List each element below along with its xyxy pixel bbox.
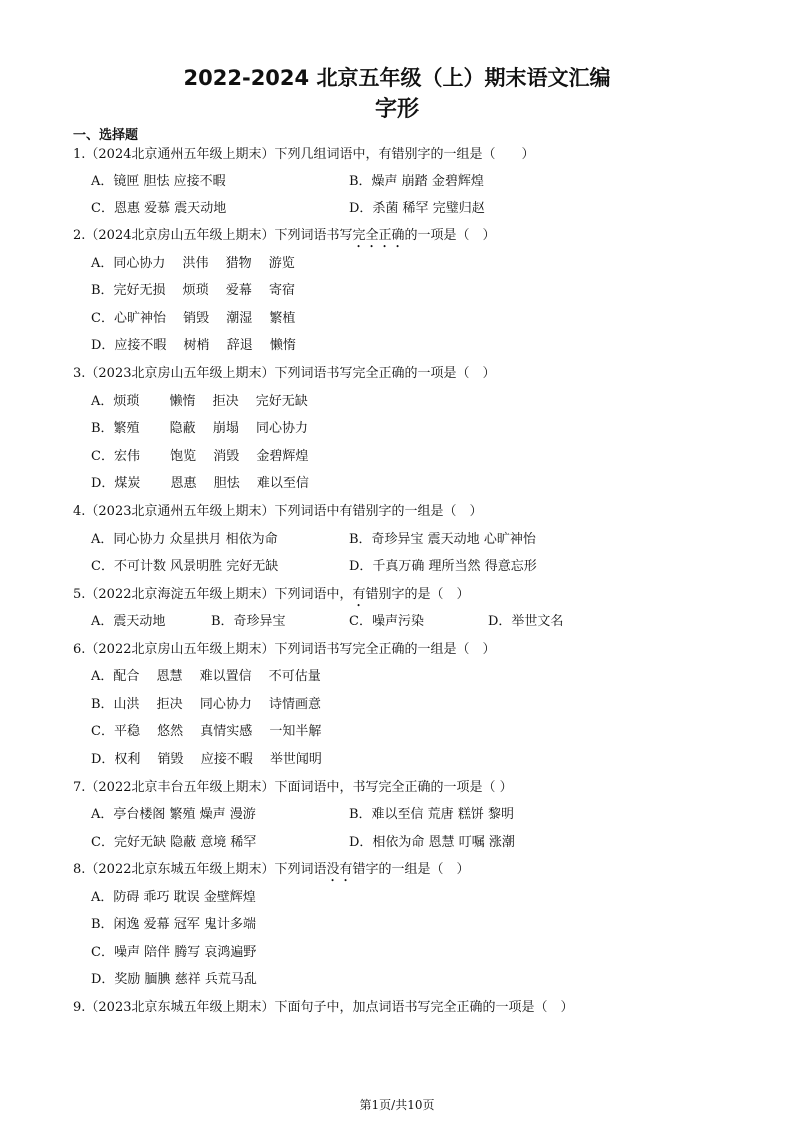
question-6-stem: 6.（2022北京房山五年级上期末）下列词语书写完全正确的一组是（ ） [73,642,496,657]
question-2-option-d: D．应接不暇 树梢 辞退 懒惰 [91,338,296,353]
question-8-stem-pre: 8.（2022北京东城五年级上期末）下列词语 [73,862,327,877]
page-footer: 第1页/共10页 [359,1098,435,1112]
question-2-option-a: A．同心协力 洪伟 猎物 游览 [91,256,295,271]
question-2-option-b: B．完好无损 烦琐 爱幕 寄宿 [91,283,295,298]
question-5-option-b: B．奇珍异宝 [211,614,286,629]
document-title: 2022-2024 北京五年级（上）期末语文汇编 [183,66,611,90]
question-5-stem-pre: 5.（2022北京海淀五年级上期末）下列词语中， [73,587,353,602]
question-3-option-d: D．煤炭 恩惠 胆怯 难以至信 [91,476,309,491]
question-2-stem [73,224,496,251]
question-7-stem: 7.（2022北京丰台五年级上期末）下面词语中，书写完全正确的一项是（ ） [73,780,513,795]
question-2-option-c: C．心旷神怡 销毁 潮湿 繁植 [91,311,296,326]
question-8-option-b: B．闲逸 爱幕 冠军 鬼计多端 [91,917,256,932]
question-6-option-a: A．配合 恩慧 难以置信 不可估量 [91,669,321,684]
question-1-stem: 1.（2024北京通州五年级上期末）下列几组词语中，有错别字的一组是（ ） [73,147,535,162]
question-4-option-b: B．奇珍异宝 震天动地 心旷神怡 [349,532,536,547]
question-3-stem: 3.（2023北京房山五年级上期末）下列词语书写完全正确的一项是（ ） [73,366,496,381]
question-6-option-c: C．平稳 悠然 真情实感 一知半解 [91,724,322,739]
question-1-option-a: A．镜匣 胆怯 应接不暇 [91,174,226,189]
question-3-option-a: A．烦琐 懒惰 拒决 完好无缺 [91,394,308,409]
question-3-option-b: B．繁殖 隐蔽 崩塌 同心协力 [91,421,308,436]
question-5-option-d: D．举世文名 [488,614,564,629]
question-2-emphasis: 完全正确 [352,228,405,243]
question-8-stem [73,858,470,885]
question-2-stem-post: 的一项是（ ） [404,228,496,243]
question-7-option-d: D．相依为命 恩慧 叮嘱 涨潮 [349,835,515,850]
question-4-option-d: D．千真万确 理所当然 得意忘形 [349,559,537,574]
question-9-stem: 9.（2023北京东城五年级上期末）下面句子中，加点词语书写完全正确的一项是（ ） [73,1000,574,1015]
question-6-option-b: B．山洪 拒决 同心协力 诗情画意 [91,697,321,712]
question-5-stem [73,583,470,610]
question-4-stem: 4.（2023北京通州五年级上期末）下列词语中有错别字的一组是（ ） [73,504,483,519]
question-1-option-d: D．杀菌 稀罕 完璧归赵 [349,201,485,216]
question-8-option-a: A．防碍 乖巧 耽误 金壁辉煌 [91,890,256,905]
question-4-option-c: C．不可计数 风景明胜 完好无缺 [91,559,279,574]
question-2-stem-pre: 2.（2024北京房山五年级上期末）下列词语书写 [73,228,353,243]
question-4-option-a: A．同心协力 众星拱月 相依为命 [91,532,278,547]
question-8-stem-post: 错字的一组是（ ） [352,862,470,877]
question-3-option-c: C．宏伟 饱览 消毁 金碧辉煌 [91,449,309,464]
question-5-emphasis: 有 [352,587,366,602]
question-6-option-d: D．权利 销毁 应接不暇 举世闻明 [91,752,322,767]
document-subtitle: 字形 [374,97,419,122]
question-5-option-a: A．震天动地 [91,614,166,629]
question-7-option-c: C．完好无缺 隐蔽 意境 稀罕 [91,835,257,850]
question-8-option-c: C．噪声 陪伴 腾写 哀鸿遍野 [91,945,257,960]
section-heading: 一、选择题 [73,128,139,143]
question-5-stem-post: 错别字的是（ ） [365,587,470,602]
question-7-option-b: B．难以至信 荒唐 糕饼 黎明 [349,807,514,822]
question-7-option-a: A．亭台楼阁 繁殖 燥声 漫游 [91,807,256,822]
question-8-option-d: D．奖励 腼腆 慈祥 兵荒马乱 [91,972,257,987]
question-5-option-c: C．噪声污染 [349,614,424,629]
question-8-emphasis: 没有 [326,862,353,877]
question-1-option-c: C．恩惠 爱慕 震天动地 [91,201,227,216]
question-1-option-b: B．燥声 崩踏 金碧辉煌 [349,174,484,189]
